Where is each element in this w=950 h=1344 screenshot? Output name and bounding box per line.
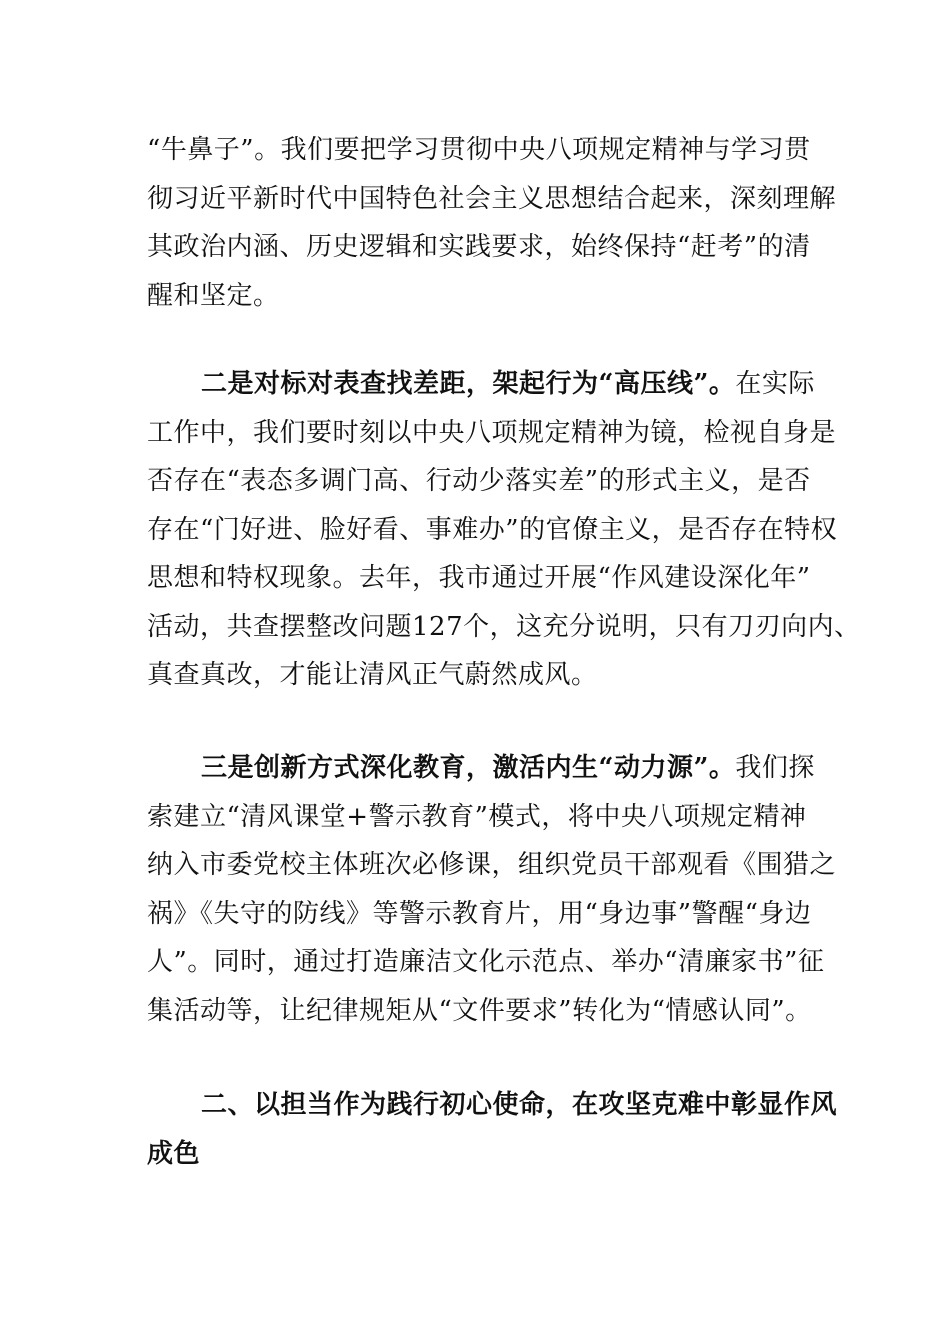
text-line: 存在“门好进、脸好看、事难办”的官僚主义，是否存在特权	[147, 514, 838, 545]
paragraph-three	[147, 744, 837, 1035]
text-line: 真查真改，才能让清风正气蔚然成风。	[147, 660, 598, 690]
text-line: 集活动等，让纪律规矩从“文件要求”转化为“情感认同”。	[147, 995, 812, 1026]
text-line: 索建立“清风课堂+警示教育”模式，将中央八项规定精神	[147, 801, 807, 832]
paragraph-first-line	[147, 360, 827, 409]
paragraph-lead-rest: 在实际	[735, 369, 815, 399]
paragraph-two	[147, 360, 861, 700]
paragraph-first-line	[147, 744, 827, 793]
text-line: “牛鼻子”。我们要把学习贯彻中央八项规定精神与学习贯	[147, 135, 811, 165]
paragraph-lead-rest: 我们探	[735, 753, 815, 783]
text-line: 醒和坚定。	[147, 280, 280, 311]
text-line: 否存在“表态多调门高、行动少落实差”的形式主义，是否	[147, 466, 811, 496]
heading-line: 成色	[147, 1138, 201, 1169]
text-line: 人”。同时，通过打造廉洁文化示范点、举办“清廉家书”征	[147, 947, 825, 977]
heading-line: 二、以担当作为践行初心使命，在攻坚克难中彰显作风	[201, 1090, 838, 1120]
text-line: 其政治内涵、历史逻辑和实践要求，始终保持“赶考”的清	[147, 232, 811, 262]
text-line: 工作中，我们要时刻以中央八项规定精神为镜，检视自身是	[147, 417, 837, 448]
text-line: 祸》《失守的防线》等警示教育片，用“身边事”警醒“身边	[147, 898, 812, 929]
text-line: 彻习近平新时代中国特色社会主义思想结合起来，深刻理解	[147, 183, 837, 214]
text-line: 思想和特权现象。去年，我市通过开展“作风建设深化年”	[147, 563, 811, 593]
paragraph-lead-bold: 二是对标对表查找差距，架起行为“高压线”。	[201, 369, 736, 399]
text-line: 纳入市委党校主体班次必修课，组织党员干部观看《围猎之	[147, 850, 837, 880]
paragraph-lead-bold: 三是创新方式深化教育，激活内生“动力源”。	[201, 753, 736, 783]
paragraph-continuation	[147, 126, 837, 320]
text-line: 活动，共查摆整改问题127个，这充分说明，只有刀刃向内、	[147, 611, 861, 642]
section-heading	[147, 1081, 838, 1178]
